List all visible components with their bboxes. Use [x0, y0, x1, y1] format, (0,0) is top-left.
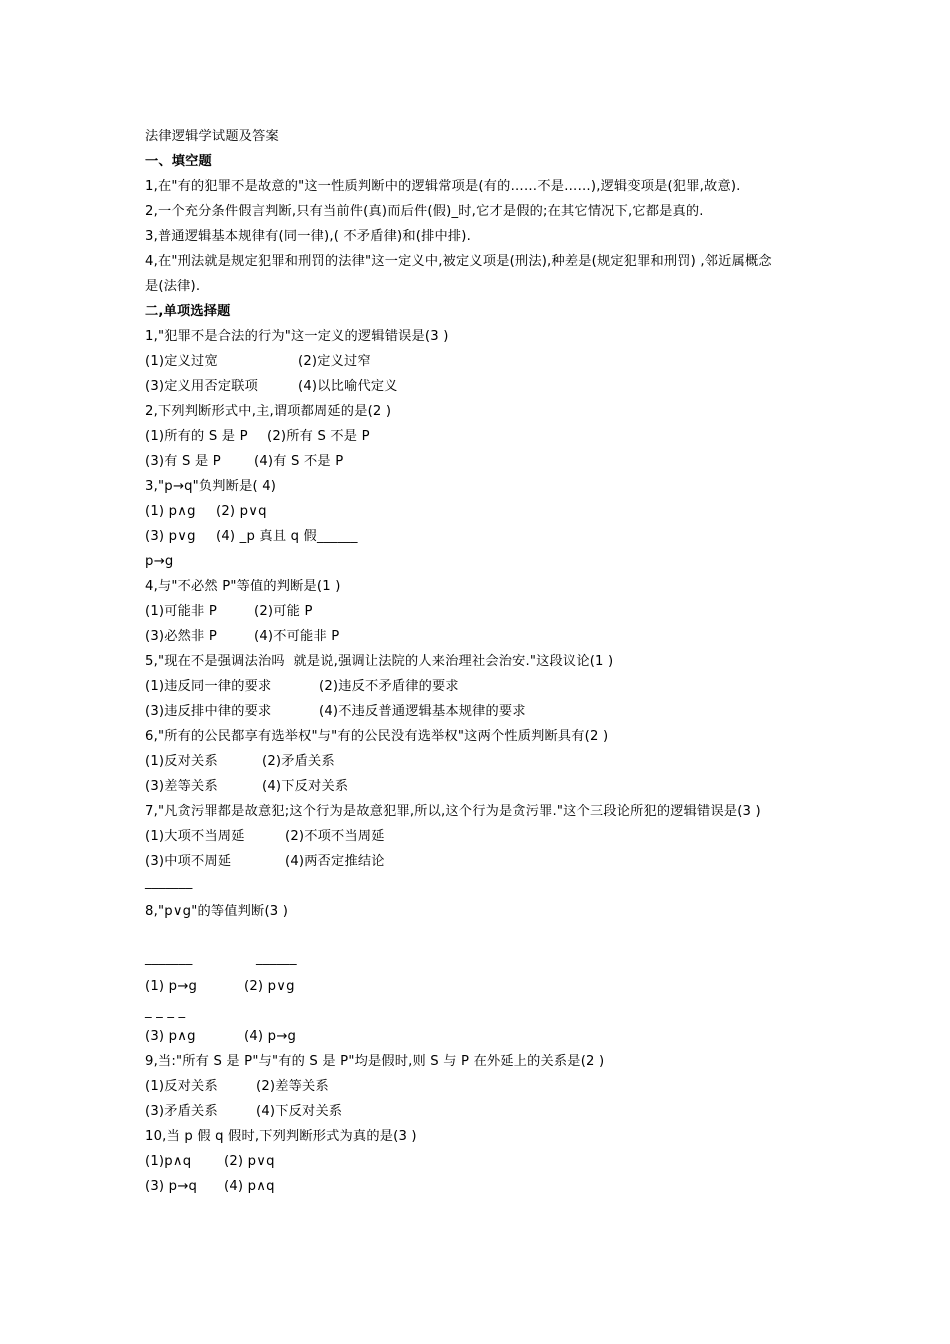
question-3-option-4: (4) _p 真且 q 假______	[216, 529, 358, 544]
section-heading-fill-in: 一、填空题	[145, 154, 212, 169]
question-9-option-1: (1)反对关系	[145, 1079, 218, 1094]
question-6-option-3: (3)差等关系	[145, 779, 218, 794]
question-1-option-2: (2)定义过窄	[298, 354, 371, 369]
question-5-option-3: (3)违反排中律的要求	[145, 704, 272, 719]
question-8-dashes: _ _ _ _	[145, 1004, 186, 1019]
question-8-option-1: (1) p→g	[145, 979, 198, 994]
question-8-stem: 8,"p∨g"的等值判断(3 )	[145, 904, 289, 919]
question-2-stem: 2,下列判断形式中,主,谓项都周延的是(2 )	[145, 404, 392, 419]
question-6-option-2: (2)矛盾关系	[262, 754, 335, 769]
question-8-option-4: (4) p→g	[244, 1029, 297, 1044]
question-3-option-2: (2) p∨q	[216, 504, 267, 519]
question-5-option-1: (1)违反同一律的要求	[145, 679, 272, 694]
document-title: 法律逻辑学试题及答案	[145, 129, 279, 144]
question-10-option-3: (3) p→q	[145, 1179, 198, 1194]
fill-in-question-2: 2,一个充分条件假言判断,只有当前件(真)而后件(假)_时,它才是假的;在其它情况下,它都是真的.	[145, 204, 704, 219]
question-8-rule-2: ______	[256, 951, 297, 966]
question-7-option-3: (3)中项不周延	[145, 854, 232, 869]
question-9-option-3: (3)矛盾关系	[145, 1104, 218, 1119]
question-9-option-4: (4)下反对关系	[256, 1104, 343, 1119]
question-4-option-3: (3)必然非 P	[145, 629, 217, 644]
question-2-option-1: (1)所有的 S 是 P	[145, 429, 248, 444]
question-6-option-4: (4)下反对关系	[262, 779, 349, 794]
question-6-stem: 6,"所有的公民都享有选举权"与"有的公民没有选举权"这两个性质判断具有(2 )	[145, 729, 609, 744]
question-8-option-3: (3) p∧g	[145, 1029, 196, 1044]
question-7-rule: _______	[145, 875, 193, 890]
fill-in-question-4: 4,在"刑法就是规定犯罪和刑罚的法律"这一定义中,被定义项是(刑法),种差是(规定犯罪和刑罚) ,邻近属概念	[145, 254, 772, 269]
question-7-stem: 7,"凡贪污罪都是故意犯;这个行为是故意犯罪,所以,这个行为是贪污罪."这个三段论所犯的逻辑错误是(3 )	[145, 804, 761, 819]
question-5-option-4: (4)不违反普通逻辑基本规律的要求	[319, 704, 526, 719]
question-9-option-2: (2)差等关系	[256, 1079, 329, 1094]
fill-in-question-1: 1,在"有的犯罪不是故意的"这一性质判断中的逻辑常项是(有的……不是……),逻辑变项是(犯罪,故意).	[145, 179, 741, 194]
question-1-stem: 1,"犯罪不是合法的行为"这一定义的逻辑错误是(3 )	[145, 329, 449, 344]
question-10-option-4: (4) p∧q	[224, 1179, 275, 1194]
question-9-stem: 9,当:"所有 S 是 P"与"有的 S 是 P"均是假时,则 S 与 P 在外延上的关系是(2 )	[145, 1054, 605, 1069]
question-3-stem: 3,"p→q"负判断是( 4)	[145, 479, 277, 494]
section-heading-single-choice: 二,单项选择题	[145, 304, 231, 319]
question-1-option-3: (3)定义用否定联项	[145, 379, 258, 394]
question-3-option-1: (1) p∧g	[145, 504, 196, 519]
question-4-option-1: (1)可能非 P	[145, 604, 217, 619]
question-7-option-2: (2)不项不当周延	[285, 829, 385, 844]
question-5-stem: 5,"现在不是强调法治吗 就是说,强调让法院的人来治理社会治安."这段议论(1 )	[145, 654, 614, 669]
fill-in-question-4-continued: 是(法律).	[145, 279, 201, 294]
question-1-option-1: (1)定义过宽	[145, 354, 218, 369]
question-4-option-2: (2)可能 P	[254, 604, 313, 619]
question-8-rule-1: _______	[145, 951, 193, 966]
question-4-stem: 4,与"不必然 P"等值的判断是(1 )	[145, 579, 341, 594]
question-4-option-4: (4)不可能非 P	[254, 629, 340, 644]
question-10-option-2: (2) p∨q	[224, 1154, 275, 1169]
question-5-option-2: (2)违反不矛盾律的要求	[319, 679, 459, 694]
question-10-stem: 10,当 p 假 q 假时,下列判断形式为真的是(3 )	[145, 1129, 417, 1144]
fill-in-question-3: 3,普通逻辑基本规律有(同一律),( 不矛盾律)和(排中排).	[145, 229, 471, 244]
question-3-extra-line: p→g	[145, 554, 174, 569]
question-7-option-4: (4)两否定推结论	[285, 854, 385, 869]
question-8-option-2: (2) p∨g	[244, 979, 295, 994]
question-7-option-1: (1)大项不当周延	[145, 829, 245, 844]
question-2-option-3: (3)有 S 是 P	[145, 454, 221, 469]
question-1-option-4: (4)以比喻代定义	[298, 379, 398, 394]
question-2-option-2: (2)所有 S 不是 P	[267, 429, 370, 444]
question-10-option-1: (1)p∧q	[145, 1154, 192, 1169]
question-2-option-4: (4)有 S 不是 P	[254, 454, 344, 469]
question-3-option-3: (3) p∨g	[145, 529, 196, 544]
question-6-option-1: (1)反对关系	[145, 754, 218, 769]
